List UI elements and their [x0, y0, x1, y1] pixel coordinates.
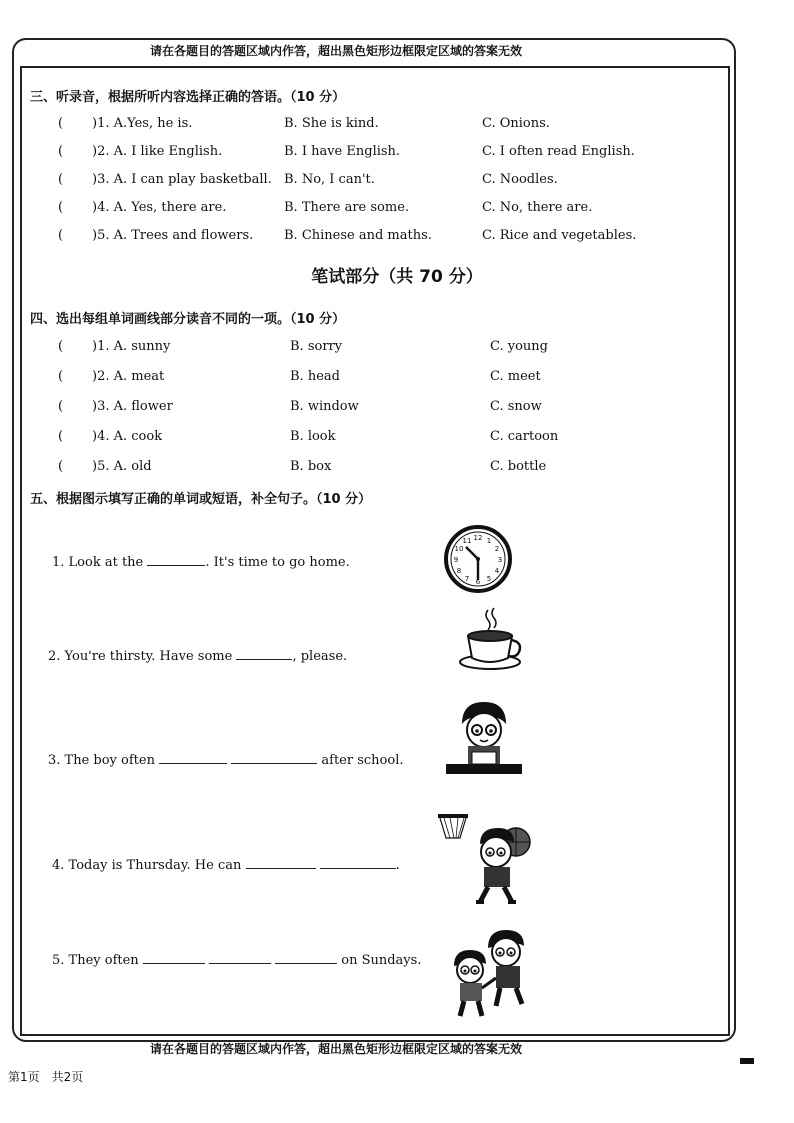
svg-text:6: 6 — [475, 578, 481, 586]
list-item: ( )1. A. sunny B. sorry C. young — [58, 339, 548, 354]
svg-text:7: 7 — [464, 575, 470, 583]
svg-text:2: 2 — [494, 545, 500, 553]
fill-question-3: 3. The boy often after school. — [48, 753, 404, 768]
list-item: ( )3. A. flower B. window C. snow — [58, 399, 542, 414]
list-item: ( )3. A. I can play basketball. B. No, I can't. C. Noodles. — [58, 172, 558, 187]
list-item: ( )5. A. old B. box C. bottle — [58, 459, 547, 474]
svg-text:5: 5 — [486, 575, 492, 583]
answer-blank[interactable] — [246, 856, 316, 869]
answer-blank[interactable] — [147, 553, 205, 566]
section5-heading: 五、根据图示填写正确的单词或短语，补全句子。（10 分） — [30, 492, 372, 507]
answer-blank[interactable] — [209, 951, 271, 964]
svg-text:8: 8 — [456, 567, 462, 575]
answer-blank[interactable] — [231, 751, 317, 764]
answer-blank[interactable] — [236, 647, 292, 660]
answer-blank[interactable] — [320, 856, 396, 869]
answer-blank[interactable] — [143, 951, 205, 964]
boy-basketball-icon — [436, 812, 536, 908]
page-number: 第1页 共2页 — [8, 1070, 84, 1084]
svg-text:9: 9 — [453, 556, 459, 564]
bottom-banner: 请在各题目的答题区域内作答，超出黑色矩形边框限定区域的答案无效 — [150, 1042, 523, 1056]
fill-question-5: 5. They often on Sundays. — [52, 953, 422, 968]
list-item: ( )2. A. I like English. B. I have English. C. I often read English. — [58, 144, 635, 159]
svg-text:3: 3 — [497, 556, 503, 564]
fill-question-2: 2. You're thirsty. Have some , please. — [48, 649, 348, 664]
scan-mark — [740, 1058, 754, 1064]
svg-text:10: 10 — [454, 545, 464, 553]
answer-blank[interactable] — [159, 751, 227, 764]
children-running-icon — [452, 926, 536, 1018]
list-item: ( )1. A.Yes, he is. B. She is kind. C. Onions. — [58, 116, 550, 131]
clock-icon — [442, 524, 516, 594]
list-item: ( )4. A. Yes, there are. B. There are some. C. No, there are. — [58, 200, 593, 215]
svg-text:1: 1 — [486, 537, 492, 545]
section3-heading: 三、听录音，根据所听内容选择正确的答语。（10 分） — [30, 90, 346, 105]
svg-text:12: 12 — [473, 534, 483, 542]
list-item: ( )2. A. meat B. head C. meet — [58, 369, 541, 384]
answer-blank[interactable] — [275, 951, 337, 964]
svg-text:11: 11 — [462, 537, 472, 545]
top-banner: 请在各题目的答题区域内作答，超出黑色矩形边框限定区域的答案无效 — [150, 44, 523, 58]
fill-question-4: 4. Today is Thursday. He can . — [52, 858, 400, 873]
svg-text:4: 4 — [494, 567, 500, 575]
section4-heading: 四、选出每组单词画线部分读音不同的一项。（10 分） — [30, 312, 346, 327]
list-item: ( )4. A. cook B. look C. cartoon — [58, 429, 559, 444]
tea-cup-icon — [458, 606, 526, 672]
fill-question-1: 1. Look at the . It's time to go home. — [52, 555, 350, 570]
boy-reading-icon — [444, 700, 524, 776]
written-part-title: 笔试部分（共 70 分） — [311, 267, 483, 287]
list-item: ( )5. A. Trees and flowers. B. Chinese and maths. C. Rice and vegetables. — [58, 228, 637, 243]
